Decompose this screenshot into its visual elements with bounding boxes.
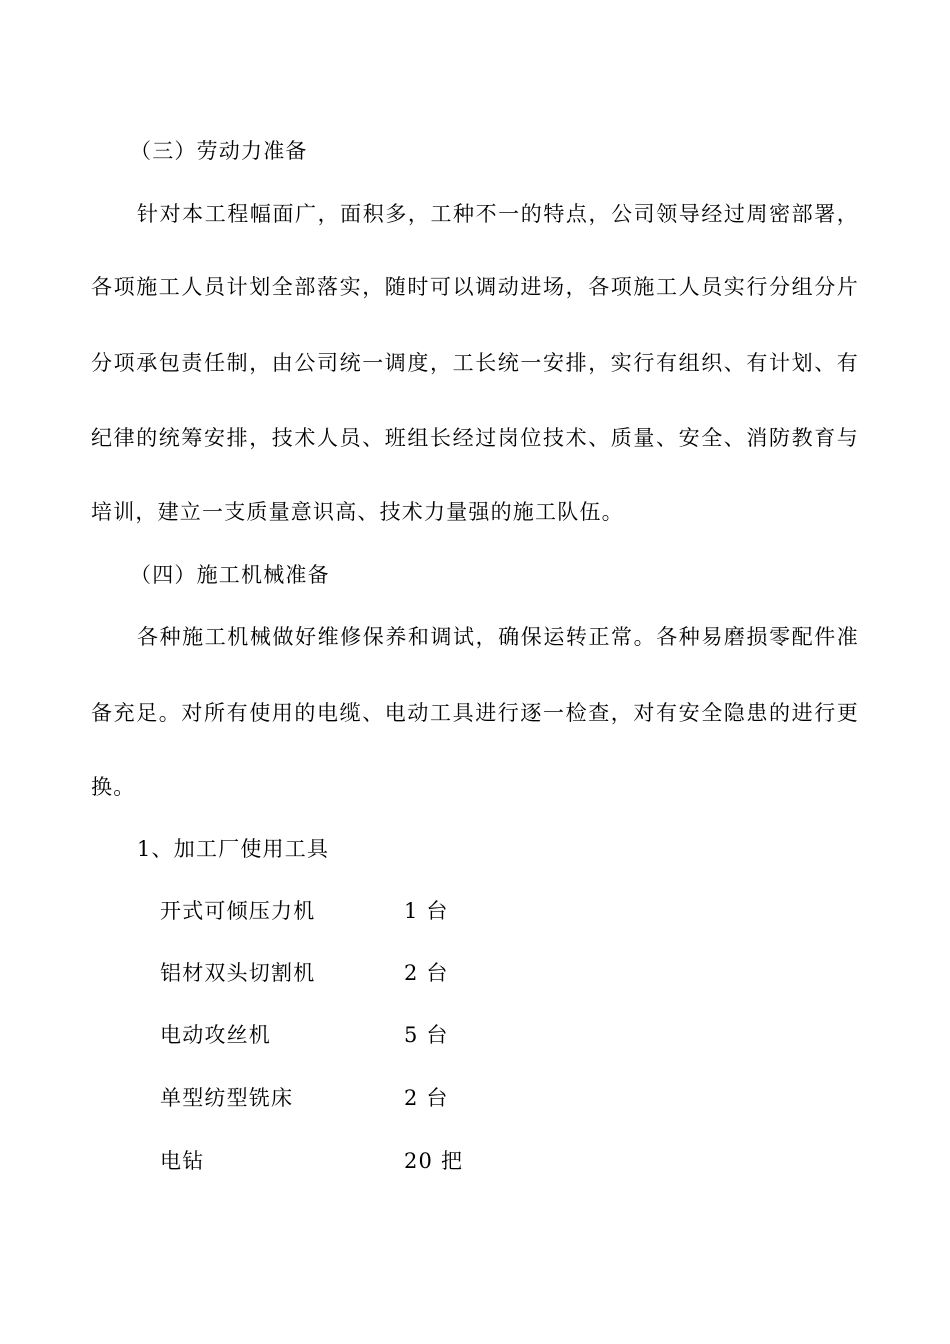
tool-name: 电动攻丝机	[160, 1023, 271, 1047]
tool-qty: 1 台	[404, 899, 449, 923]
tool-qty: 5 台	[404, 1023, 449, 1047]
section4-line-1: 各种施工机械做好维修保养和调试，确保运转正常。各种易磨损零配件准	[137, 625, 859, 649]
tool-name: 铝材双头切割机	[160, 961, 316, 985]
section4-heading: （四）施工机械准备	[130, 563, 330, 587]
section3-line-2: 各项施工人员计划全部落实，随时可以调动进场，各项施工人员实行分组分片	[91, 275, 859, 299]
tool-qty: 20 把	[404, 1149, 464, 1173]
tool-qty: 2 台	[404, 1086, 449, 1110]
section3-line-4: 纪律的统筹安排，技术人员、班组长经过岗位技术、质量、安全、消防教育与	[91, 426, 859, 450]
tool-qty: 2 台	[404, 961, 449, 985]
section4-line-2: 备充足。对所有使用的电缆、电动工具进行逐一检查，对有安全隐患的进行更	[91, 701, 859, 725]
tool-name: 电钻	[160, 1149, 205, 1173]
section3-line-5: 培训，建立一支质量意识高、技术力量强的施工队伍。	[91, 500, 624, 524]
tool-name: 单型纺型铣床	[160, 1086, 294, 1110]
section3-heading: （三）劳动力准备	[130, 139, 308, 163]
section3-line-1: 针对本工程幅面广，面积多，工种不一的特点，公司领导经过周密部署，	[137, 202, 859, 226]
tools-heading: 1、加工厂使用工具	[137, 837, 330, 861]
section4-line-3: 换。	[91, 775, 136, 799]
tool-name: 开式可倾压力机	[160, 899, 316, 923]
section3-line-3: 分项承包责任制，由公司统一调度，工长统一安排，实行有组织、有计划、有	[91, 351, 859, 375]
